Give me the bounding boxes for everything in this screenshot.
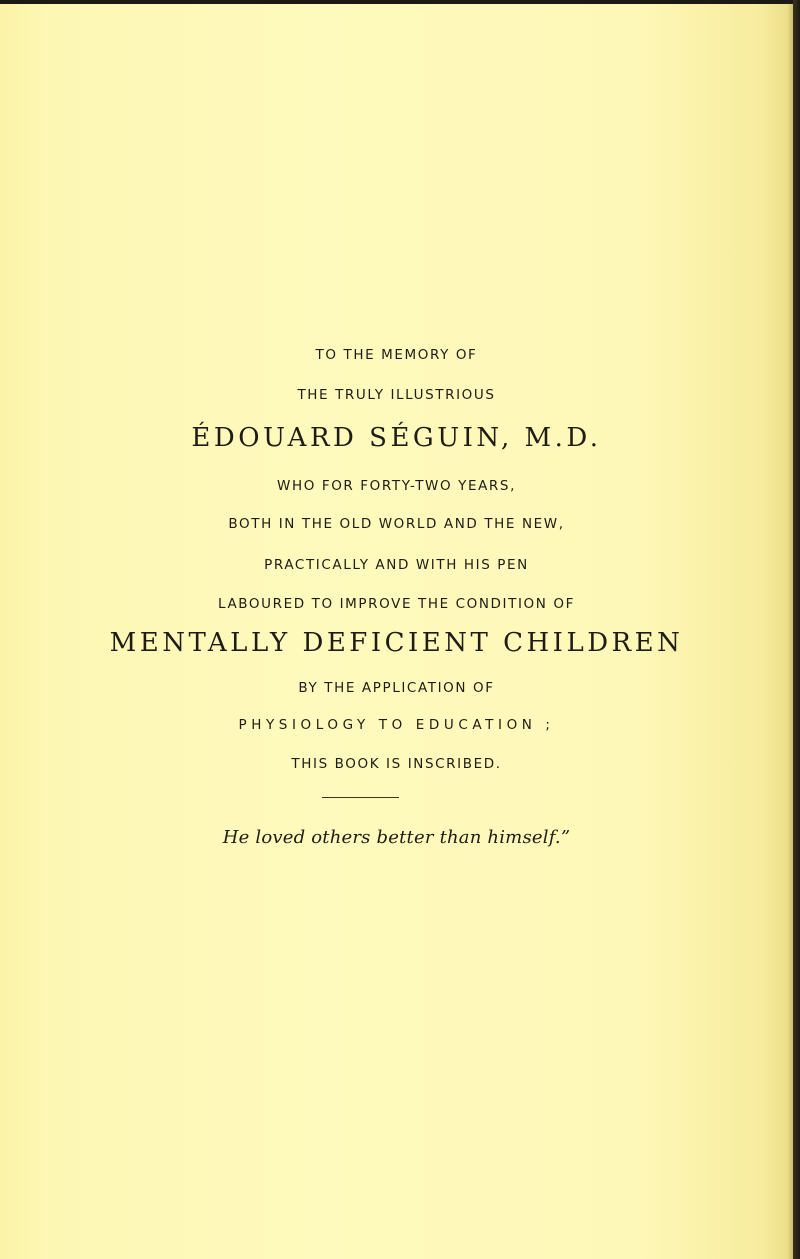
dedication-subject: MENTALLY DEFICIENT CHILDREN [109,628,684,658]
dedicatee-name: ÉDOUARD SÉGUIN, M.D. [191,423,602,453]
dedication-line-laboured: LABOURED TO IMPROVE THE CONDITION OF [218,596,575,612]
dedication-line-memory: TO THE MEMORY OF [315,347,478,363]
dedication-line-physiology: PHYSIOLOGY TO EDUCATION ; [238,717,555,733]
dedication-line-pen: PRACTICALLY AND WITH HIS PEN [264,557,529,573]
dedication-line-illustrious: THE TRULY ILLUSTRIOUS [297,387,496,403]
scan-right-edge [793,0,800,1259]
dedication-line-application: BY THE APPLICATION OF [298,680,495,696]
dedication-line-years: WHO FOR FORTY-TWO YEARS, [277,478,516,494]
divider-rule [322,797,399,798]
motto: He loved others better than himself.” [222,827,571,848]
book-page [0,4,793,1259]
dedication-line-worlds: BOTH IN THE OLD WORLD AND THE NEW, [228,516,565,532]
dedication-line-inscribed: THIS BOOK IS INSCRIBED. [291,756,502,772]
